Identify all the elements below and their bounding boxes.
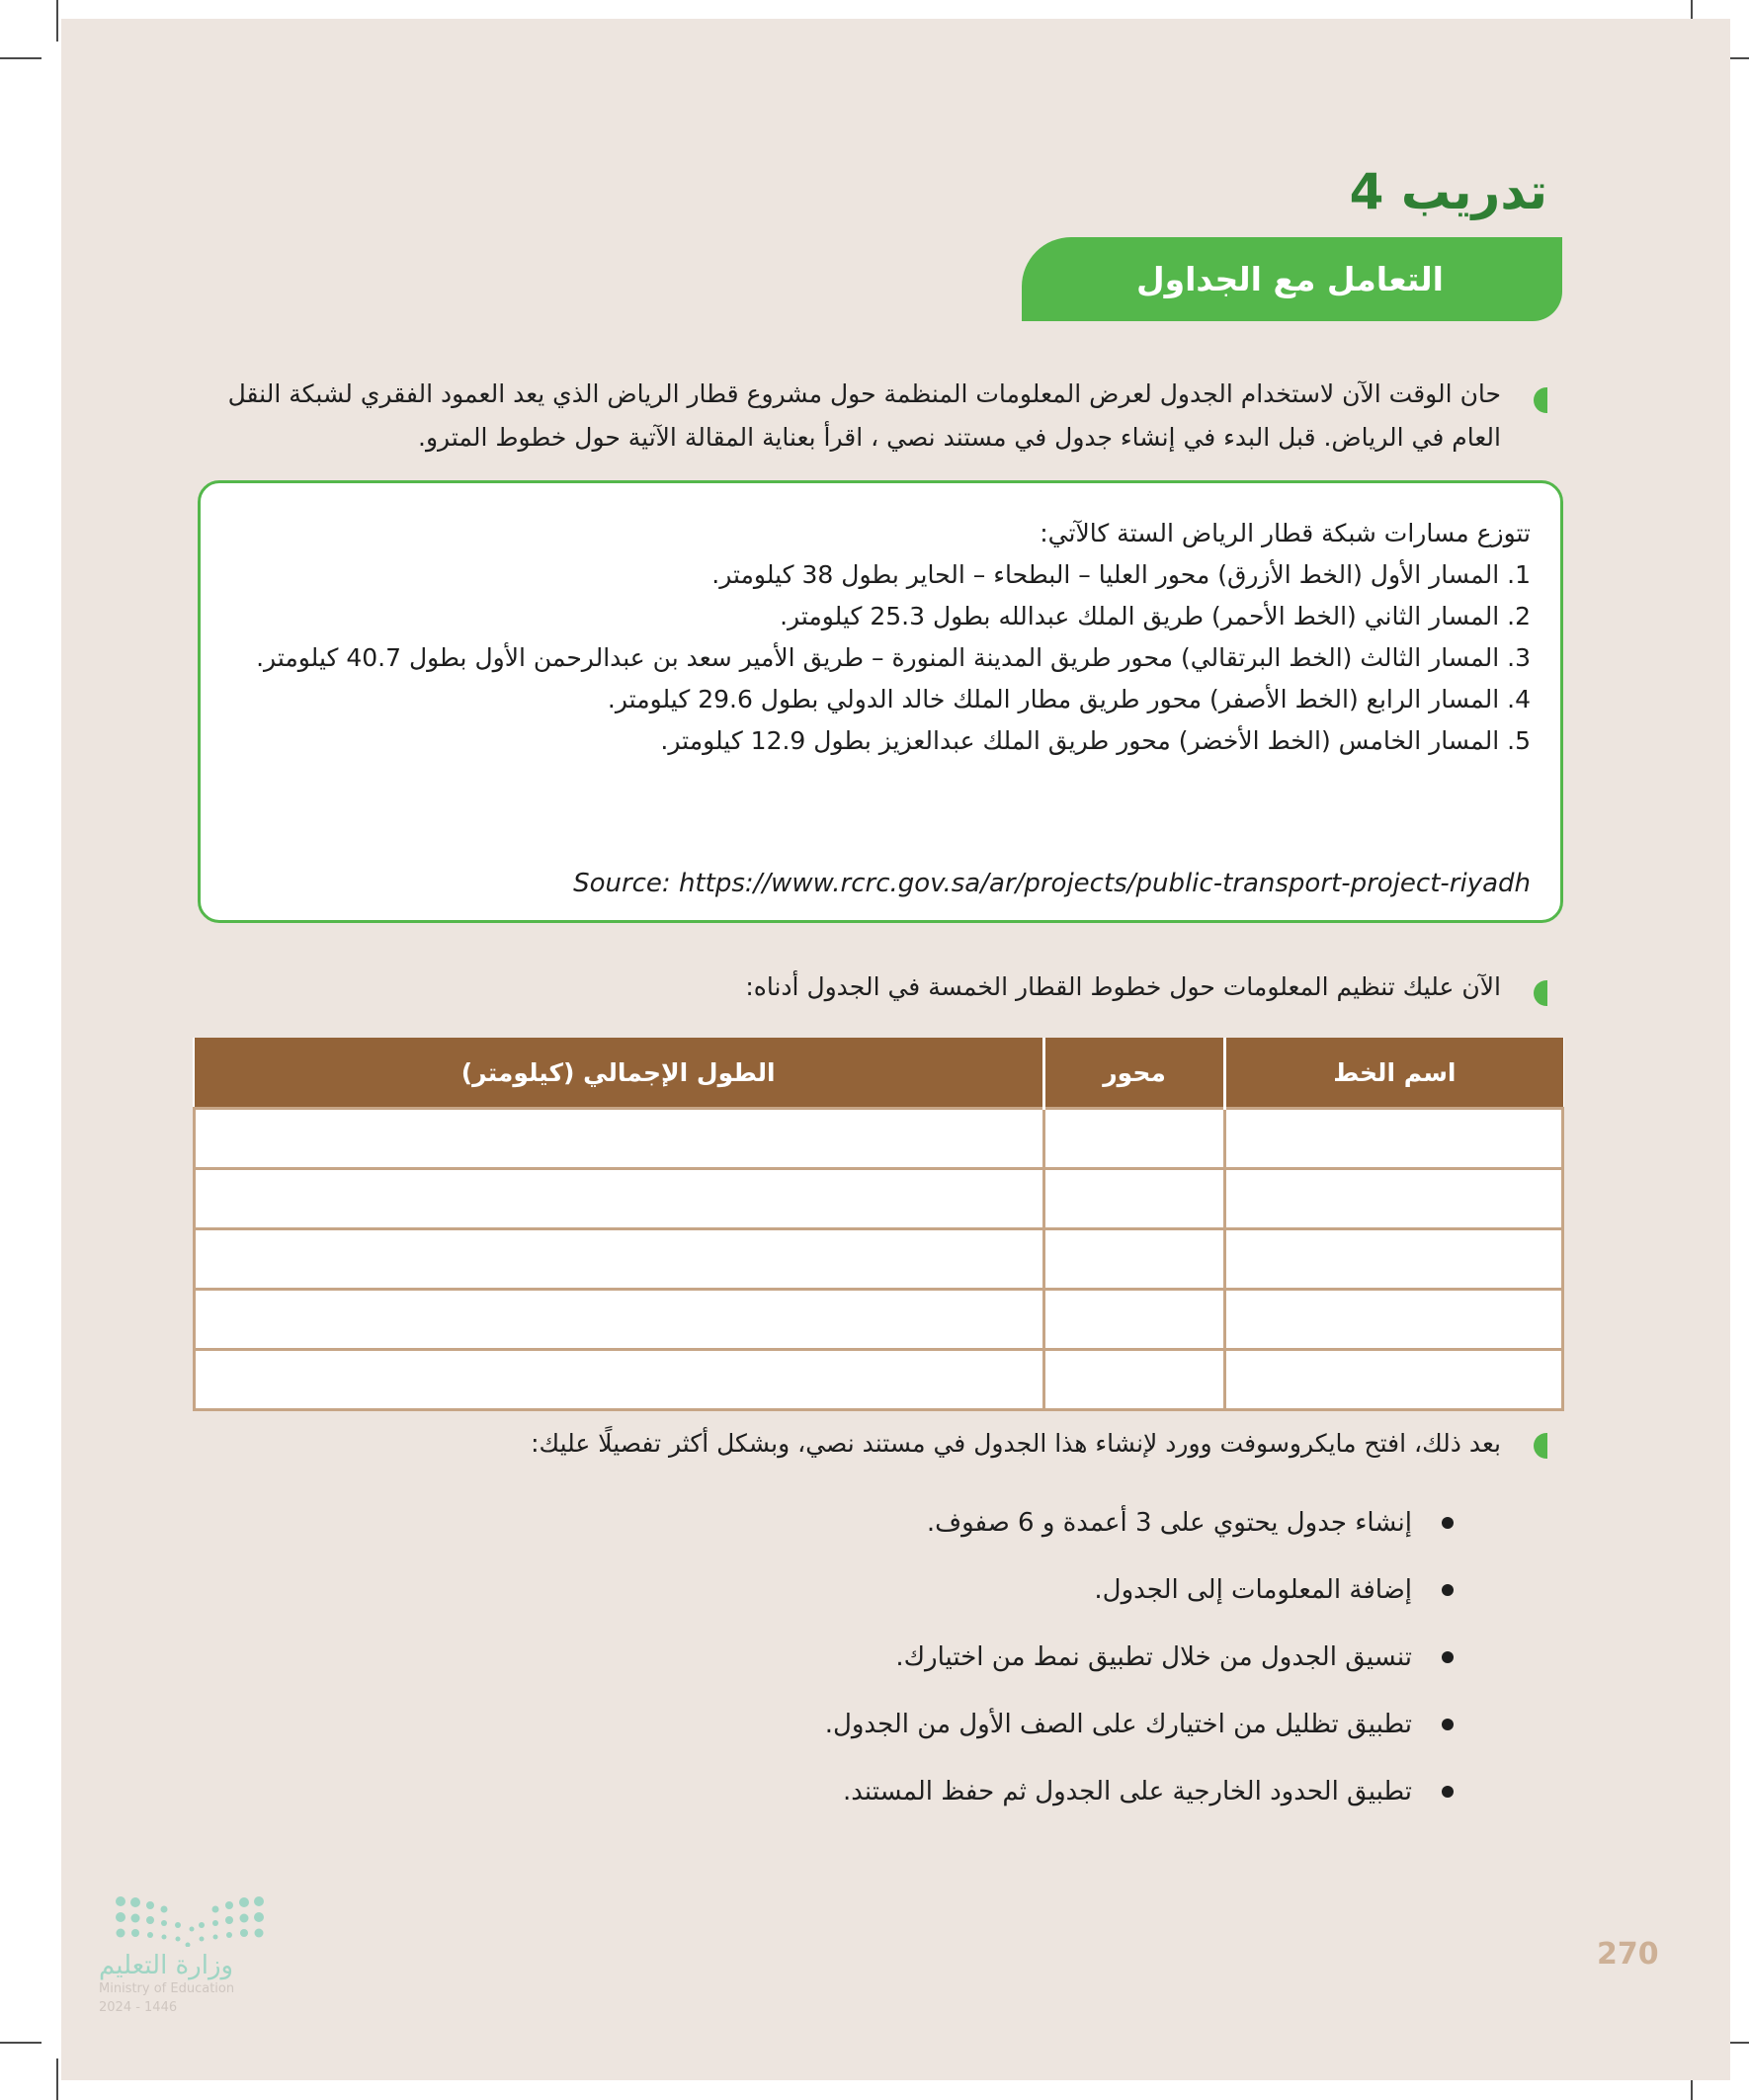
crop-mark-top-left-horizontal xyxy=(0,57,42,59)
table-cell[interactable] xyxy=(1225,1169,1563,1229)
article-item: 1. المسار الأول (الخط الأزرق) محور العليا – البطحاء – الحاير بطول 38 كيلومتر. xyxy=(711,560,1531,589)
table-cell[interactable] xyxy=(1043,1290,1224,1350)
bullet-icon xyxy=(1442,1517,1454,1529)
exercise-title: تدريب 4 xyxy=(1349,163,1547,220)
table-cell[interactable] xyxy=(195,1169,1044,1229)
ministry-logo-dots-icon xyxy=(111,1895,269,1947)
step-item xyxy=(825,1691,1454,1758)
ministry-logo xyxy=(99,1895,326,2018)
table-cell[interactable] xyxy=(195,1229,1044,1290)
table-cell[interactable] xyxy=(1043,1109,1224,1169)
page xyxy=(61,19,1730,2080)
table-row xyxy=(195,1350,1563,1410)
table-cell[interactable] xyxy=(1225,1229,1563,1290)
intro-paragraph: حان الوقت الآن لاستخدام الجدول لعرض المعلومات المنظمة حول مشروع قطار الرياض الذي يعد العمود الفقري لشبكة النقل العام في الرياض. قبل البدء في إنشاء جدول في مستند نصي ، اقرأ بعناية المقالة الآتية حول خطوط المترو. xyxy=(227,379,1501,452)
steps-intro: بعد ذلك، افتح مايكروسوفت وورد لإنشاء هذا الجدول في مستند نصي، وبشكل أكثر تفصيلًا عليك: xyxy=(531,1429,1501,1458)
article-item: 2. المسار الثاني (الخط الأحمر) طريق الملك عبدالله بطول 25.3 كيلومتر. xyxy=(780,602,1531,630)
column-header-axis: محور xyxy=(1043,1038,1224,1109)
table-row xyxy=(195,1229,1563,1290)
bullet-icon xyxy=(1442,1719,1454,1730)
bullet-icon xyxy=(1442,1584,1454,1596)
column-header-total-length: الطول الإجمالي (كيلومتر) xyxy=(195,1038,1044,1109)
step-text: تطبيق الحدود الخارجية على الجدول ثم حفظ المستند. xyxy=(843,1777,1412,1806)
bullet-icon xyxy=(1442,1651,1454,1663)
page-number: 270 xyxy=(1597,1937,1659,1972)
source-link[interactable]: Source: https://www.rcrc.gov.sa/ar/projects/public-transport-project-riyadh xyxy=(573,869,1531,898)
article-box xyxy=(198,480,1563,923)
ministry-name-arabic: وزارة التعليم xyxy=(99,1951,234,1980)
table-cell[interactable] xyxy=(1043,1169,1224,1229)
train-lines-table xyxy=(193,1038,1564,1411)
article-item: 5. المسار الخامس (الخط الأخضر) محور طريق الملك عبدالعزيز بطول 12.9 كيلومتر. xyxy=(660,726,1531,755)
step-item xyxy=(825,1758,1454,1825)
table-header-row xyxy=(195,1038,1563,1109)
step-text: إنشاء جدول يحتوي على 3 أعمدة و 6 صفوف. xyxy=(926,1508,1412,1538)
table-cell[interactable] xyxy=(1043,1229,1224,1290)
article-heading: تتوزع مسارات شبكة قطار الرياض الستة كالآتي: xyxy=(1040,519,1531,547)
step-text: إضافة المعلومات إلى الجدول. xyxy=(1094,1575,1412,1605)
step-text: تطبيق تظليل من اختيارك على الصف الأول من الجدول. xyxy=(824,1710,1412,1739)
step-item xyxy=(825,1489,1454,1556)
table-row xyxy=(195,1109,1563,1169)
table-cell[interactable] xyxy=(1225,1109,1563,1169)
academic-year: 2024 - 1446 xyxy=(99,2000,178,2015)
table-cell[interactable] xyxy=(1225,1350,1563,1410)
bullet-marker-icon xyxy=(1534,980,1547,1006)
table-cell[interactable] xyxy=(1043,1350,1224,1410)
crop-mark-bottom-left-vertical xyxy=(56,2058,58,2100)
table-cell[interactable] xyxy=(195,1109,1044,1169)
step-item xyxy=(825,1556,1454,1624)
section-title: التعامل مع الجداول xyxy=(1135,260,1444,298)
table-cell[interactable] xyxy=(195,1350,1044,1410)
step-text: تنسيق الجدول من خلال تطبيق نمط من اختيارك. xyxy=(895,1642,1412,1672)
ministry-name-english: Ministry of Education xyxy=(99,1981,235,1996)
article-item: 3. المسار الثالث (الخط البرتقالي) محور طريق المدينة المنورة – طريق الأمير سعد بن عبدالرحمن الأول بطول 40.7 كيلومتر. xyxy=(256,643,1531,672)
crop-mark-bottom-left-horizontal xyxy=(0,2042,42,2044)
bullet-marker-icon xyxy=(1534,1433,1547,1459)
bullet-marker-icon xyxy=(1534,387,1547,413)
article-item: 4. المسار الرابع (الخط الأصفر) محور طريق مطار الملك خالد الدولي بطول 29.6 كيلومتر. xyxy=(607,685,1531,714)
table-row xyxy=(195,1169,1563,1229)
article-content xyxy=(226,513,1531,762)
table-row xyxy=(195,1290,1563,1350)
column-header-line-name: اسم الخط xyxy=(1225,1038,1563,1109)
step-item xyxy=(825,1624,1454,1691)
table-cell[interactable] xyxy=(1225,1290,1563,1350)
steps-list xyxy=(825,1489,1454,1825)
section-banner xyxy=(1022,237,1562,321)
table-intro: الآن عليك تنظيم المعلومات حول خطوط القطار الخمسة في الجدول أدناه: xyxy=(745,972,1501,1001)
table-cell[interactable] xyxy=(195,1290,1044,1350)
crop-mark-top-left-vertical xyxy=(56,0,58,42)
bullet-icon xyxy=(1442,1786,1454,1798)
